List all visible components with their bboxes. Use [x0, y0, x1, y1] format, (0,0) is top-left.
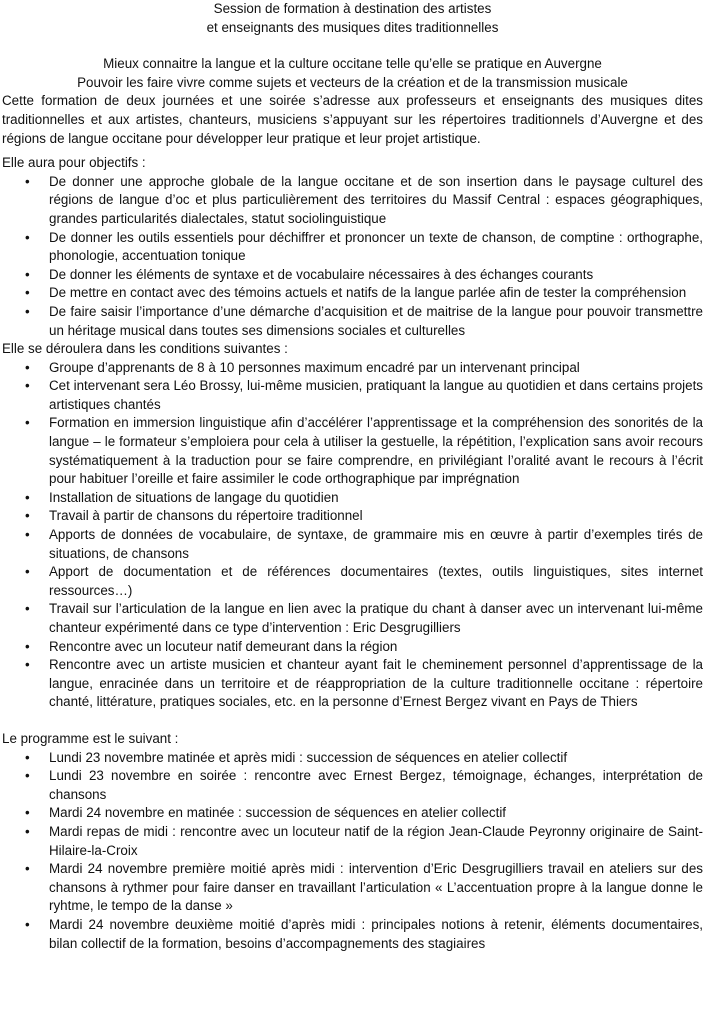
bullet-icon: • — [25, 749, 30, 765]
list-item — [2, 173, 703, 229]
list-item — [2, 860, 703, 916]
program-heading: Le programme est le suivant : — [2, 730, 179, 746]
list-item — [2, 638, 703, 657]
spacer — [2, 712, 703, 730]
bullet-icon: • — [25, 508, 30, 524]
bullet-icon: • — [25, 916, 30, 932]
list-item — [2, 489, 703, 508]
conditions-list — [2, 359, 703, 712]
list-item-text: Lundi 23 novembre en soirée : rencontre avec Ernest Bergez, témoignage, échanges, interprétation de chansons — [49, 768, 703, 802]
list-item-text: Mardi 24 novembre première moitié après midi : intervention d’Eric Desgrugilliers travail en ateliers sur des chansons à rythmer pour faire danser en travaillant l’articulation « L’accentuation propre à la langue donne le ryhtme, le tempo de la danse » — [49, 861, 703, 914]
list-item-text: Apports de données de vocabulaire, de syntaxe, de grammaire mis en œuvre à partir d’exemples tirés de situations, de chansons — [49, 527, 703, 561]
list-item — [2, 284, 703, 303]
bullet-icon: • — [25, 823, 30, 839]
bullet-icon: • — [25, 378, 30, 394]
program-list — [2, 749, 703, 954]
bullet-icon: • — [25, 768, 30, 784]
list-item-text: Travail à partir de chansons du répertoire traditionnel — [49, 508, 363, 524]
bullet-icon: • — [25, 303, 30, 319]
list-item — [2, 563, 703, 600]
list-item — [2, 359, 703, 378]
list-item — [2, 526, 703, 563]
list-item-text: Rencontre avec un artiste musicien et chanteur ayant fait le cheminement personnel d’apprentissage de la langue, enracinée dans un territoire et de réappropriation de la culture traditionnelle occitane : répertoire chanté, littérature, pratiques sociales, etc. en la personne d’Ernest Bergez vivant en Pays de Thiers — [49, 657, 703, 710]
list-item — [2, 804, 703, 823]
objectives-heading: Elle aura pour objectifs : — [2, 155, 146, 171]
bullet-icon: • — [25, 861, 30, 877]
list-item-text: Mardi 24 novembre en matinée : succession de séquences en atelier collectif — [49, 805, 507, 821]
list-item — [2, 823, 703, 860]
bullet-icon: • — [25, 415, 30, 431]
list-item — [2, 507, 703, 526]
bullet-icon: • — [25, 657, 30, 673]
list-item-text: Travail sur l’articulation de la langue en lien avec la pratique du chant à danser avec un intervenant lui-même chanteur expérimenté dans ce type d’intervention : Eric Desgrugilliers — [49, 601, 703, 635]
bullet-icon: • — [25, 173, 30, 189]
list-item — [2, 266, 703, 285]
list-item-text: Apport de documentation et de références documentaires (textes, outils linguistiques, sites internet ressources…) — [49, 564, 703, 598]
document-subtitle — [2, 55, 703, 92]
bullet-icon: • — [25, 638, 30, 654]
list-item — [2, 656, 703, 712]
list-item-text: De faire saisir l’importance d’une démarche d’acquisition et de maitrise de la langue pour pouvoir transmettre un héritage musical dans toutes ses dimensions sociales et culturelles — [49, 303, 703, 338]
bullet-icon: • — [25, 285, 30, 301]
list-item — [2, 600, 703, 637]
list-item — [2, 414, 703, 488]
document-title — [2, 0, 703, 37]
list-item-text: Mardi repas de midi : rencontre avec un locuteur natif de la région Jean-Claude Peyronny originaire de Saint-Hilaire-la-Croix — [49, 823, 703, 858]
bullet-icon: • — [25, 266, 30, 282]
title-line-2: et enseignants des musiques dites traditionnelles — [206, 19, 499, 35]
subtitle-line-1: Mieux connaitre la langue et la culture occitane telle qu’elle se pratique en Auvergne — [103, 56, 602, 72]
title-line-1: Session de formation à destination des artistes — [213, 1, 492, 16]
list-item-text: Installation de situations de langage du quotidien — [49, 489, 339, 505]
bullet-icon: • — [25, 527, 30, 543]
bullet-icon: • — [25, 805, 30, 821]
list-item-text: De mettre en contact avec des témoins actuels et natifs de la langue parlée afin de tester la compréhension — [49, 285, 687, 301]
bullet-icon: • — [25, 601, 30, 617]
subtitle-line-2: Pouvoir les faire vivre comme sujets et vecteurs de la création et de la transmission musicale — [77, 74, 628, 90]
list-item-text: Rencontre avec un locuteur natif demeurant dans la région — [49, 638, 398, 654]
list-item-text: De donner une approche globale de la langue occitane et de son insertion dans le paysage culturel des régions de langue d’oc et plus particulièrement des territoires du Massif Central : espaces géographiques, grandes particularités dialectales, statut sociolinguistique — [49, 173, 703, 226]
bullet-icon: • — [25, 359, 30, 375]
conditions-heading: Elle se déroulera dans les conditions suivantes : — [2, 341, 288, 357]
bullet-icon: • — [25, 489, 30, 505]
list-item-text: De donner les outils essentiels pour déchiffrer et prononcer un texte de chanson, de comptine : orthographe, phonologie, accentuation tonique — [49, 229, 703, 264]
list-item — [2, 916, 703, 953]
list-item-text: Groupe d’apprenants de 8 à 10 personnes maximum encadré par un intervenant principal — [49, 359, 580, 375]
list-item-text: Formation en immersion linguistique afin d’accélérer l’apprentissage et la compréhension des sonorités de la langue – le formateur s’emploiera pour cela à utiliser la gestuelle, la répétition, l’explication sans avoir recours systématiquement à la traduction pour se faire comprendre, en privilégiant l’oralité avant le recours à l’écrit pour habituer l’oreille et faire assimiler le code orthographique par imprégnation — [49, 415, 703, 487]
list-item-text: Cet intervenant sera Léo Brossy, lui-même musicien, pratiquant la langue au quotidien et dans certains projets artistiques chantés — [49, 378, 703, 412]
bullet-icon: • — [25, 229, 30, 245]
intro-paragraph: Cette formation de deux journées et une soirée s’adresse aux professeurs et enseignants des musiques dites traditionnelles et aux artistes, chanteurs, musiciens s’appuyant sur les répertoires traditionnels d’Auvergne et des régions de langue occitane pour développer leur pratique et leur projet artistique. — [2, 93, 703, 146]
list-item-text: De donner les éléments de syntaxe et de vocabulaire nécessaires à des échanges courants — [49, 266, 594, 282]
list-item — [2, 767, 703, 804]
objectives-list — [2, 173, 703, 340]
bullet-icon: • — [25, 564, 30, 580]
list-item — [2, 303, 703, 340]
list-item — [2, 229, 703, 266]
list-item — [2, 377, 703, 414]
list-item-text: Mardi 24 novembre deuxième moitié d’après midi : principales notions à retenir, éléments documentaires, bilan collectif de la formation, besoins d’accompagnements des stagiaires — [49, 916, 703, 951]
list-item — [2, 749, 703, 768]
list-item-text: Lundi 23 novembre matinée et après midi : succession de séquences en atelier collectif — [49, 749, 568, 765]
